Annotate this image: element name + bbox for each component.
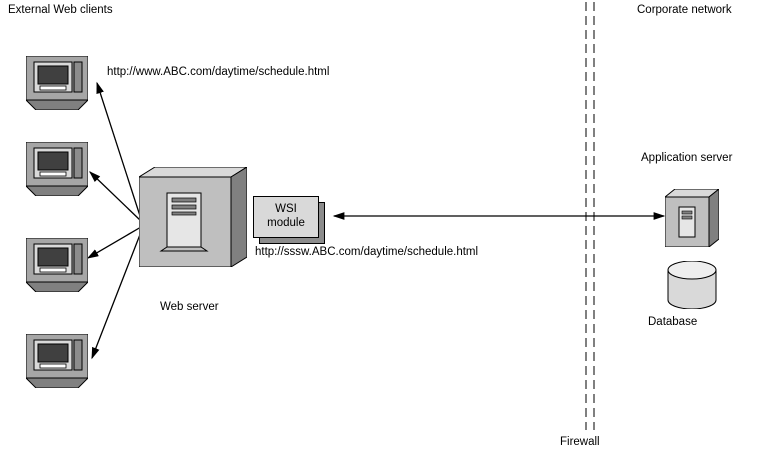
application-server-label: Application server [641, 152, 733, 164]
client-workstation-1[interactable] [26, 56, 88, 110]
client-workstation-2[interactable] [26, 142, 88, 196]
database-label: Database [648, 316, 698, 328]
link-webserver-client1 [97, 83, 141, 219]
corporate-network-title: Corporate network [637, 4, 732, 16]
link-webserver-client2 [90, 172, 141, 221]
web-server-node[interactable] [139, 167, 247, 267]
link-webserver-client4 [92, 232, 141, 358]
firewall-label: Firewall [560, 436, 600, 448]
wsi-module-label-line1: WSI [275, 203, 297, 215]
external-web-clients-title: External Web clients [8, 4, 113, 16]
application-server-node[interactable] [665, 189, 719, 247]
wsi-module-label-line2: module [267, 216, 305, 229]
firewall-line [586, 2, 594, 430]
internal-url-label: http://sssw.ABC.com/daytime/schedule.html [255, 246, 479, 258]
link-webserver-client3 [88, 227, 141, 258]
web-server-label: Web server [160, 301, 219, 313]
client-workstation-3[interactable] [26, 238, 88, 292]
wsi-module-box[interactable] [253, 196, 319, 238]
database-node[interactable] [666, 261, 718, 309]
client-workstation-4[interactable] [26, 334, 88, 388]
public-url-label: http://www.ABC.com/daytime/schedule.html [107, 66, 330, 78]
